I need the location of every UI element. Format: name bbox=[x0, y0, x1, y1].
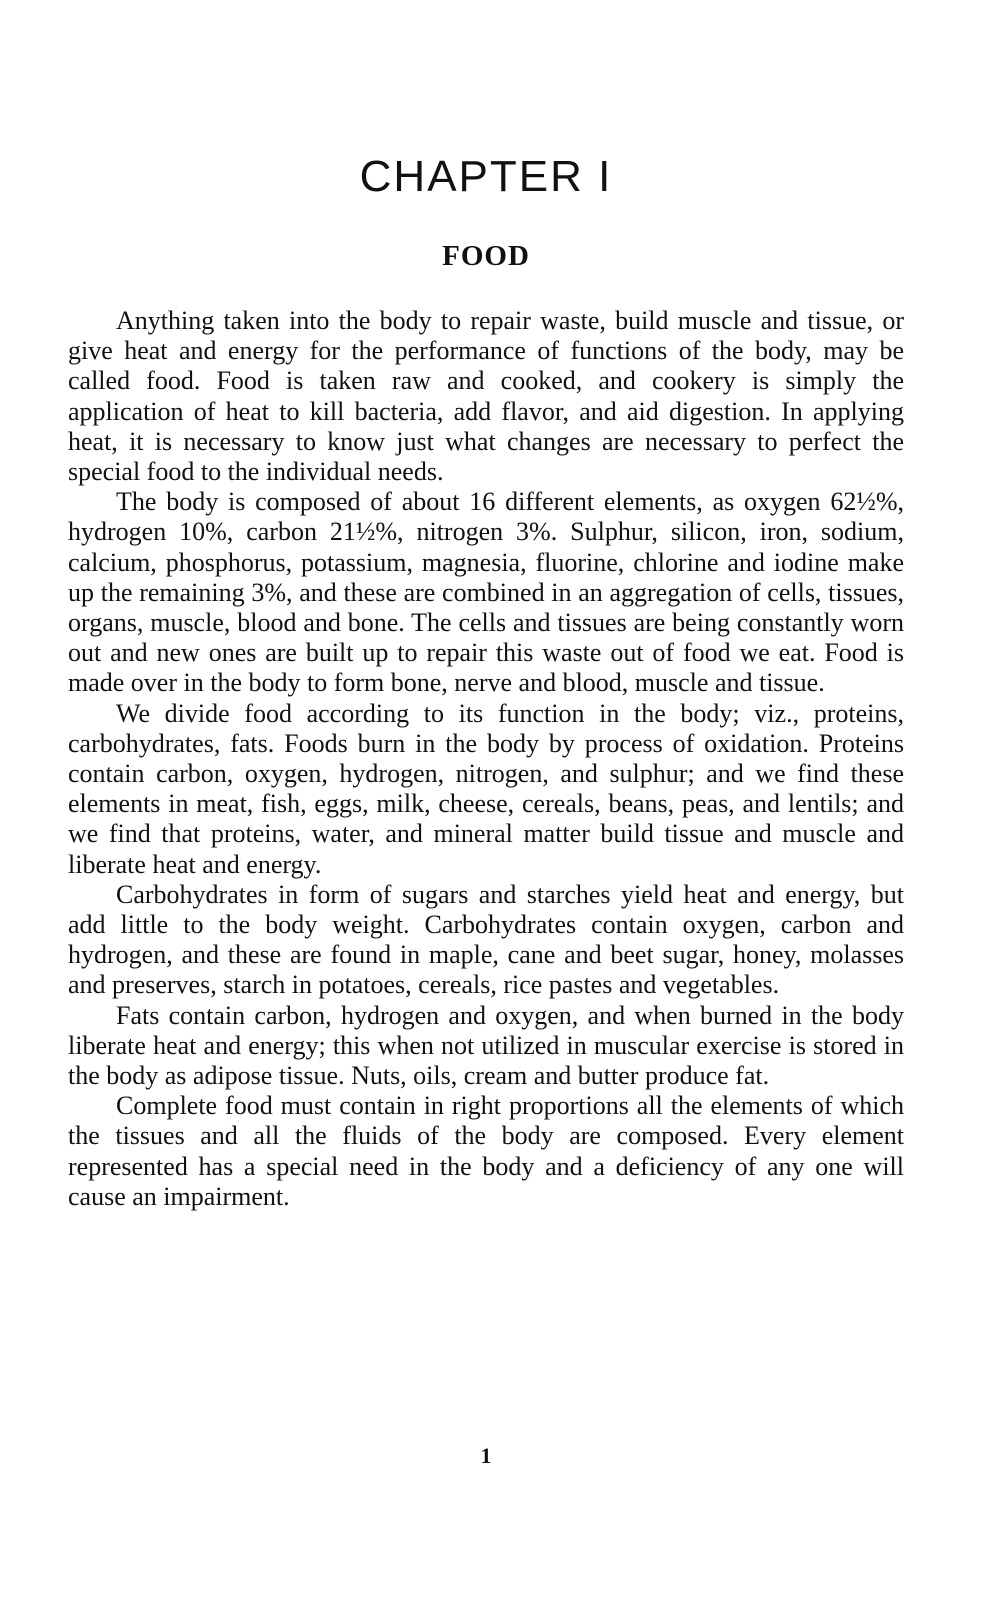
paragraph: The body is composed of about 16 different elements, as oxygen 62½%, hydrogen 10%, carbon 21½%, nitrogen 3%. Sulphur, silicon, iron, sodium, calcium, phosphorus, potassium, magnesia, fluorine, chlorine and iodine make up the remaining 3%, and these are combined in an aggregation of cells, tissues, organs, muscle, blood and bone. The cells and tissues are being constantly worn out and new ones are built up to repair this waste out of food we eat. Food is made over in the body to form bone, nerve and blood, muscle and tissue. bbox=[68, 487, 904, 698]
paragraph: We divide food according to its function in the body; viz., proteins, carbohydrates, fats. Foods burn in the body by process of oxidation. Proteins contain carbon, oxygen, hydrogen, nitrogen, and sulphur; and we find these elements in meat, fish, eggs, milk, cheese, cereals, beans, peas, and lentils; and we find that proteins, water, and mineral matter build tissue and muscle and liberate heat and energy. bbox=[68, 698, 904, 879]
body-text bbox=[68, 306, 904, 1212]
chapter-heading: CHAPTER I bbox=[359, 152, 613, 201]
paragraph: Fats contain carbon, hydrogen and oxygen, and when burned in the body liberate heat and energy; this when not utilized in muscular exercise is stored in the body as adipose tissue. Nuts, oils, cream and butter produce fat. bbox=[68, 1000, 904, 1091]
paragraph: Anything taken into the body to repair waste, build muscle and tissue, or give heat and energy for the performance of functions of the body, may be called food. Food is taken raw and cooked, and cookery is simply the application of heat to kill bacteria, add flavor, and aid digestion. In applying heat, it is necessary to know just what changes are necessary to perfect the special food to the individual needs. bbox=[68, 306, 904, 487]
book-page bbox=[68, 0, 904, 1600]
paragraph: Complete food must contain in right proportions all the elements of which the tissues and all the fluids of the body are composed. Every element represented has a special need in the body and a deficiency of any one will cause an impairment. bbox=[68, 1091, 904, 1211]
section-title: FOOD bbox=[442, 240, 530, 272]
paragraph: Carbohydrates in form of sugars and starches yield heat and energy, but add little to the body weight. Carbohydrates contain oxygen, carbon and hydrogen, and these are found in maple, cane and beet sugar, honey, molasses and preserves, starch in potatoes, cereals, rice pastes and vegetables. bbox=[68, 879, 904, 1000]
page-number: 1 bbox=[480, 1443, 492, 1468]
